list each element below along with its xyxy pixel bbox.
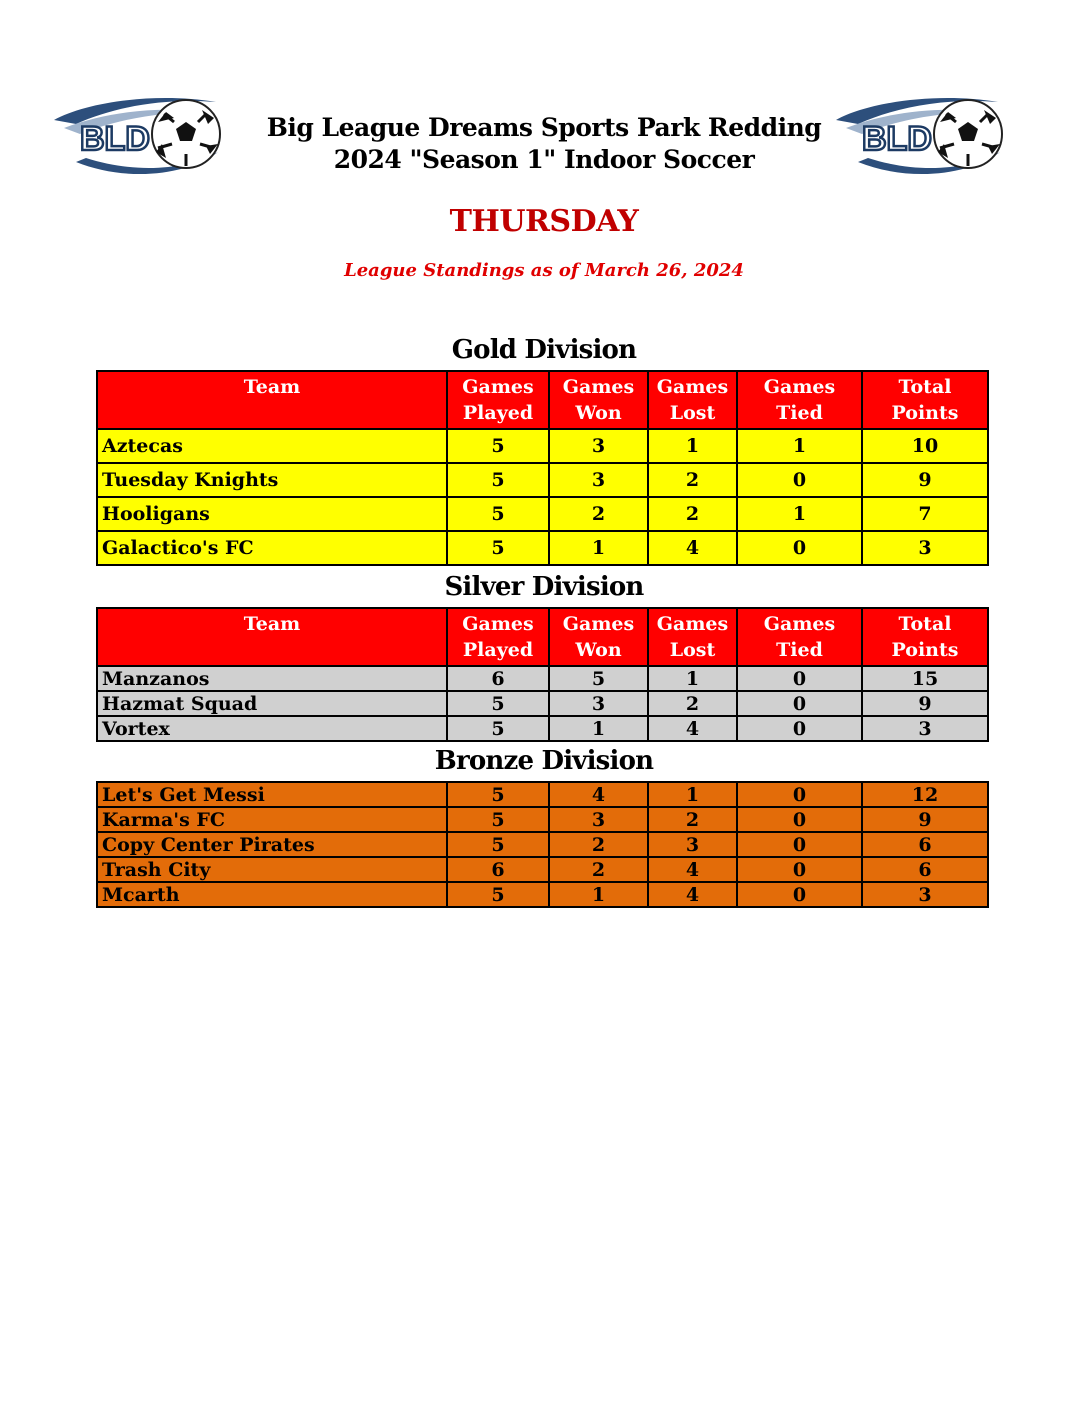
svg-text:BLD: BLD bbox=[80, 120, 150, 158]
col-games-won: Games Won bbox=[549, 371, 648, 429]
gold-division-table bbox=[96, 370, 989, 566]
col-total-points: Total Points bbox=[862, 371, 988, 429]
total-points: 3 bbox=[862, 882, 988, 907]
total-points: 9 bbox=[862, 691, 988, 716]
table-row bbox=[97, 832, 988, 857]
games-played: 5 bbox=[447, 882, 549, 907]
games-played: 5 bbox=[447, 832, 549, 857]
team-name: Hooligans bbox=[97, 497, 447, 531]
table-row bbox=[97, 782, 988, 807]
games-won: 2 bbox=[549, 832, 648, 857]
team-name: Galactico's FC bbox=[97, 531, 447, 565]
table-row bbox=[97, 497, 988, 531]
total-points: 3 bbox=[862, 716, 988, 741]
games-tied: 0 bbox=[737, 531, 862, 565]
total-points: 9 bbox=[862, 807, 988, 832]
bronze-division-title: Bronze Division bbox=[434, 746, 654, 776]
table-row bbox=[97, 531, 988, 565]
team-name: Trash City bbox=[97, 857, 447, 882]
gold-division-title: Gold Division bbox=[451, 335, 637, 365]
games-lost: 2 bbox=[648, 463, 737, 497]
games-played: 5 bbox=[447, 691, 549, 716]
games-lost: 4 bbox=[648, 716, 737, 741]
games-won: 3 bbox=[549, 463, 648, 497]
games-won: 4 bbox=[549, 782, 648, 807]
team-name: Copy Center Pirates bbox=[97, 832, 447, 857]
games-lost: 2 bbox=[648, 691, 737, 716]
total-points: 6 bbox=[862, 857, 988, 882]
col-games-tied: Games Tied bbox=[737, 371, 862, 429]
col-games-lost: Games Lost bbox=[648, 608, 737, 666]
games-won: 1 bbox=[549, 882, 648, 907]
games-played: 5 bbox=[447, 497, 549, 531]
games-tied: 0 bbox=[737, 832, 862, 857]
total-points: 10 bbox=[862, 429, 988, 463]
col-games-played: Games Played bbox=[447, 371, 549, 429]
games-tied: 1 bbox=[737, 497, 862, 531]
table-row bbox=[97, 807, 988, 832]
games-played: 5 bbox=[447, 807, 549, 832]
games-lost: 2 bbox=[648, 807, 737, 832]
team-name: Vortex bbox=[97, 716, 447, 741]
total-points: 9 bbox=[862, 463, 988, 497]
games-played: 5 bbox=[447, 716, 549, 741]
table-row bbox=[97, 666, 988, 691]
games-played: 6 bbox=[447, 666, 549, 691]
park-name: Big League Dreams Sports Park Redding bbox=[266, 113, 822, 142]
games-tied: 0 bbox=[737, 463, 862, 497]
games-lost: 2 bbox=[648, 497, 737, 531]
team-name: Let's Get Messi bbox=[97, 782, 447, 807]
season-title: 2024 "Season 1" Indoor Soccer bbox=[333, 145, 755, 174]
bronze-division-table bbox=[96, 781, 989, 908]
games-lost: 4 bbox=[648, 531, 737, 565]
col-games-won: Games Won bbox=[549, 608, 648, 666]
games-lost: 1 bbox=[648, 429, 737, 463]
total-points: 6 bbox=[862, 832, 988, 857]
games-lost: 3 bbox=[648, 832, 737, 857]
header-row bbox=[97, 371, 988, 429]
games-tied: 0 bbox=[737, 807, 862, 832]
team-name: Tuesday Knights bbox=[97, 463, 447, 497]
col-games-tied: Games Tied bbox=[737, 608, 862, 666]
games-played: 5 bbox=[447, 463, 549, 497]
games-won: 1 bbox=[549, 531, 648, 565]
col-team: Team bbox=[97, 371, 447, 429]
games-tied: 0 bbox=[737, 666, 862, 691]
games-played: 5 bbox=[447, 782, 549, 807]
silver-division-title: Silver Division bbox=[444, 572, 644, 602]
games-won: 3 bbox=[549, 429, 648, 463]
games-tied: 0 bbox=[737, 882, 862, 907]
games-lost: 4 bbox=[648, 857, 737, 882]
games-won: 2 bbox=[549, 497, 648, 531]
day-title: THURSDAY bbox=[449, 204, 639, 239]
col-games-lost: Games Lost bbox=[648, 371, 737, 429]
total-points: 15 bbox=[862, 666, 988, 691]
games-won: 3 bbox=[549, 691, 648, 716]
col-total-points: Total Points bbox=[862, 608, 988, 666]
team-name: Karma's FC bbox=[97, 807, 447, 832]
table-row bbox=[97, 429, 988, 463]
col-games-played: Games Played bbox=[447, 608, 549, 666]
games-won: 5 bbox=[549, 666, 648, 691]
games-played: 6 bbox=[447, 857, 549, 882]
games-won: 2 bbox=[549, 857, 648, 882]
games-tied: 0 bbox=[737, 691, 862, 716]
team-name: Mcarth bbox=[97, 882, 447, 907]
table-row bbox=[97, 716, 988, 741]
team-name: Aztecas bbox=[97, 429, 447, 463]
table-row bbox=[97, 857, 988, 882]
team-name: Manzanos bbox=[97, 666, 447, 691]
games-won: 3 bbox=[549, 807, 648, 832]
total-points: 3 bbox=[862, 531, 988, 565]
col-team: Team bbox=[97, 608, 447, 666]
games-tied: 0 bbox=[737, 782, 862, 807]
games-played: 5 bbox=[447, 531, 549, 565]
table-row bbox=[97, 691, 988, 716]
silver-division-table bbox=[96, 607, 989, 742]
table-row bbox=[97, 882, 988, 907]
games-played: 5 bbox=[447, 429, 549, 463]
games-won: 1 bbox=[549, 716, 648, 741]
games-tied: 1 bbox=[737, 429, 862, 463]
total-points: 7 bbox=[862, 497, 988, 531]
games-tied: 0 bbox=[737, 716, 862, 741]
games-lost: 1 bbox=[648, 666, 737, 691]
svg-text:BLD: BLD bbox=[862, 120, 932, 158]
table-row bbox=[97, 463, 988, 497]
total-points: 12 bbox=[862, 782, 988, 807]
games-tied: 0 bbox=[737, 857, 862, 882]
standings-date: League Standings as of March 26, 2024 bbox=[344, 260, 744, 281]
games-lost: 1 bbox=[648, 782, 737, 807]
games-lost: 4 bbox=[648, 882, 737, 907]
team-name: Hazmat Squad bbox=[97, 691, 447, 716]
document-header bbox=[0, 112, 1088, 176]
header-row bbox=[97, 608, 988, 666]
